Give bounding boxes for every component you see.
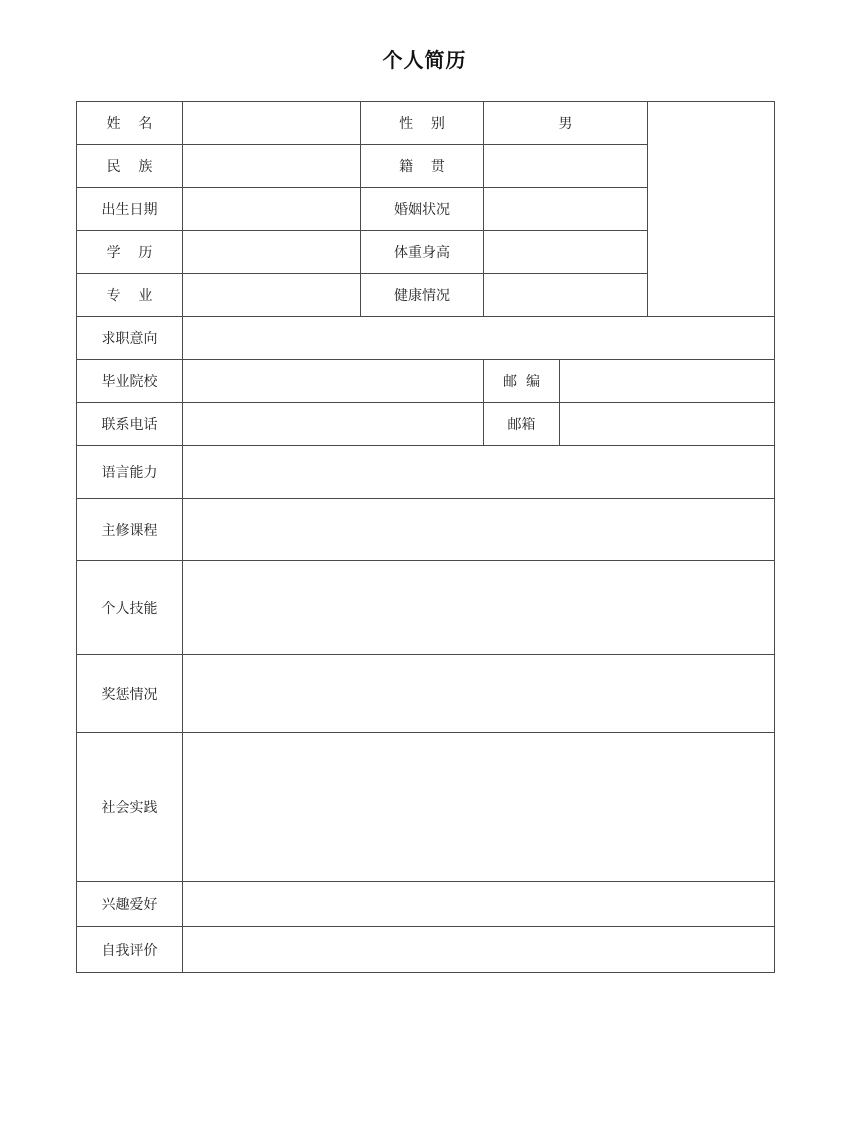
birth-date-field[interactable] [183,188,361,231]
row-awards [77,655,775,733]
row-skills [77,561,775,655]
name-label: 姓 名 [77,102,183,145]
gender-label: 性 别 [361,102,484,145]
language-label: 语言能力 [77,446,183,499]
row-practice [77,733,775,882]
skills-label: 个人技能 [77,561,183,655]
hobbies-label: 兴趣爱好 [77,882,183,927]
education-label: 学 历 [77,231,183,274]
health-field[interactable] [484,274,648,317]
native-place-label: 籍 贯 [361,145,484,188]
practice-label: 社会实践 [77,733,183,882]
native-place-field[interactable] [484,145,648,188]
language-field[interactable] [183,446,775,499]
practice-field[interactable] [183,733,775,882]
phone-field[interactable] [183,403,484,446]
major-label: 专 业 [77,274,183,317]
row-hobbies [77,882,775,927]
ethnicity-field[interactable] [183,145,361,188]
row-school-postcode [77,360,775,403]
courses-field[interactable] [183,499,775,561]
postcode-label: 邮 编 [484,360,560,403]
phone-label: 联系电话 [77,403,183,446]
job-intention-label: 求职意向 [77,317,183,360]
ethnicity-label: 民 族 [77,145,183,188]
email-label: 邮箱 [484,403,560,446]
postcode-field[interactable] [560,360,775,403]
row-job-intention [77,317,775,360]
document-title: 个人简历 [382,48,467,72]
marital-status-label: 婚姻状况 [361,188,484,231]
gender-field[interactable]: 男 [484,102,648,145]
school-field[interactable] [183,360,484,403]
courses-label: 主修课程 [77,499,183,561]
row-courses [77,499,775,561]
marital-status-field[interactable] [484,188,648,231]
skills-field[interactable] [183,561,775,655]
email-field[interactable] [560,403,775,446]
resume-table [76,101,775,973]
row-name-gender [77,102,775,145]
awards-label: 奖惩情况 [77,655,183,733]
school-label: 毕业院校 [77,360,183,403]
row-phone-email [77,403,775,446]
birth-date-label: 出生日期 [77,188,183,231]
hobbies-field[interactable] [183,882,775,927]
name-field[interactable] [183,102,361,145]
row-language [77,446,775,499]
self-evaluation-field[interactable] [183,927,775,973]
job-intention-field[interactable] [183,317,775,360]
self-evaluation-label: 自我评价 [77,927,183,973]
health-label: 健康情况 [361,274,484,317]
row-self-evaluation [77,927,775,973]
height-weight-field[interactable] [484,231,648,274]
education-field[interactable] [183,231,361,274]
major-field[interactable] [183,274,361,317]
height-weight-label: 体重身高 [361,231,484,274]
photo-box[interactable] [648,102,775,317]
awards-field[interactable] [183,655,775,733]
